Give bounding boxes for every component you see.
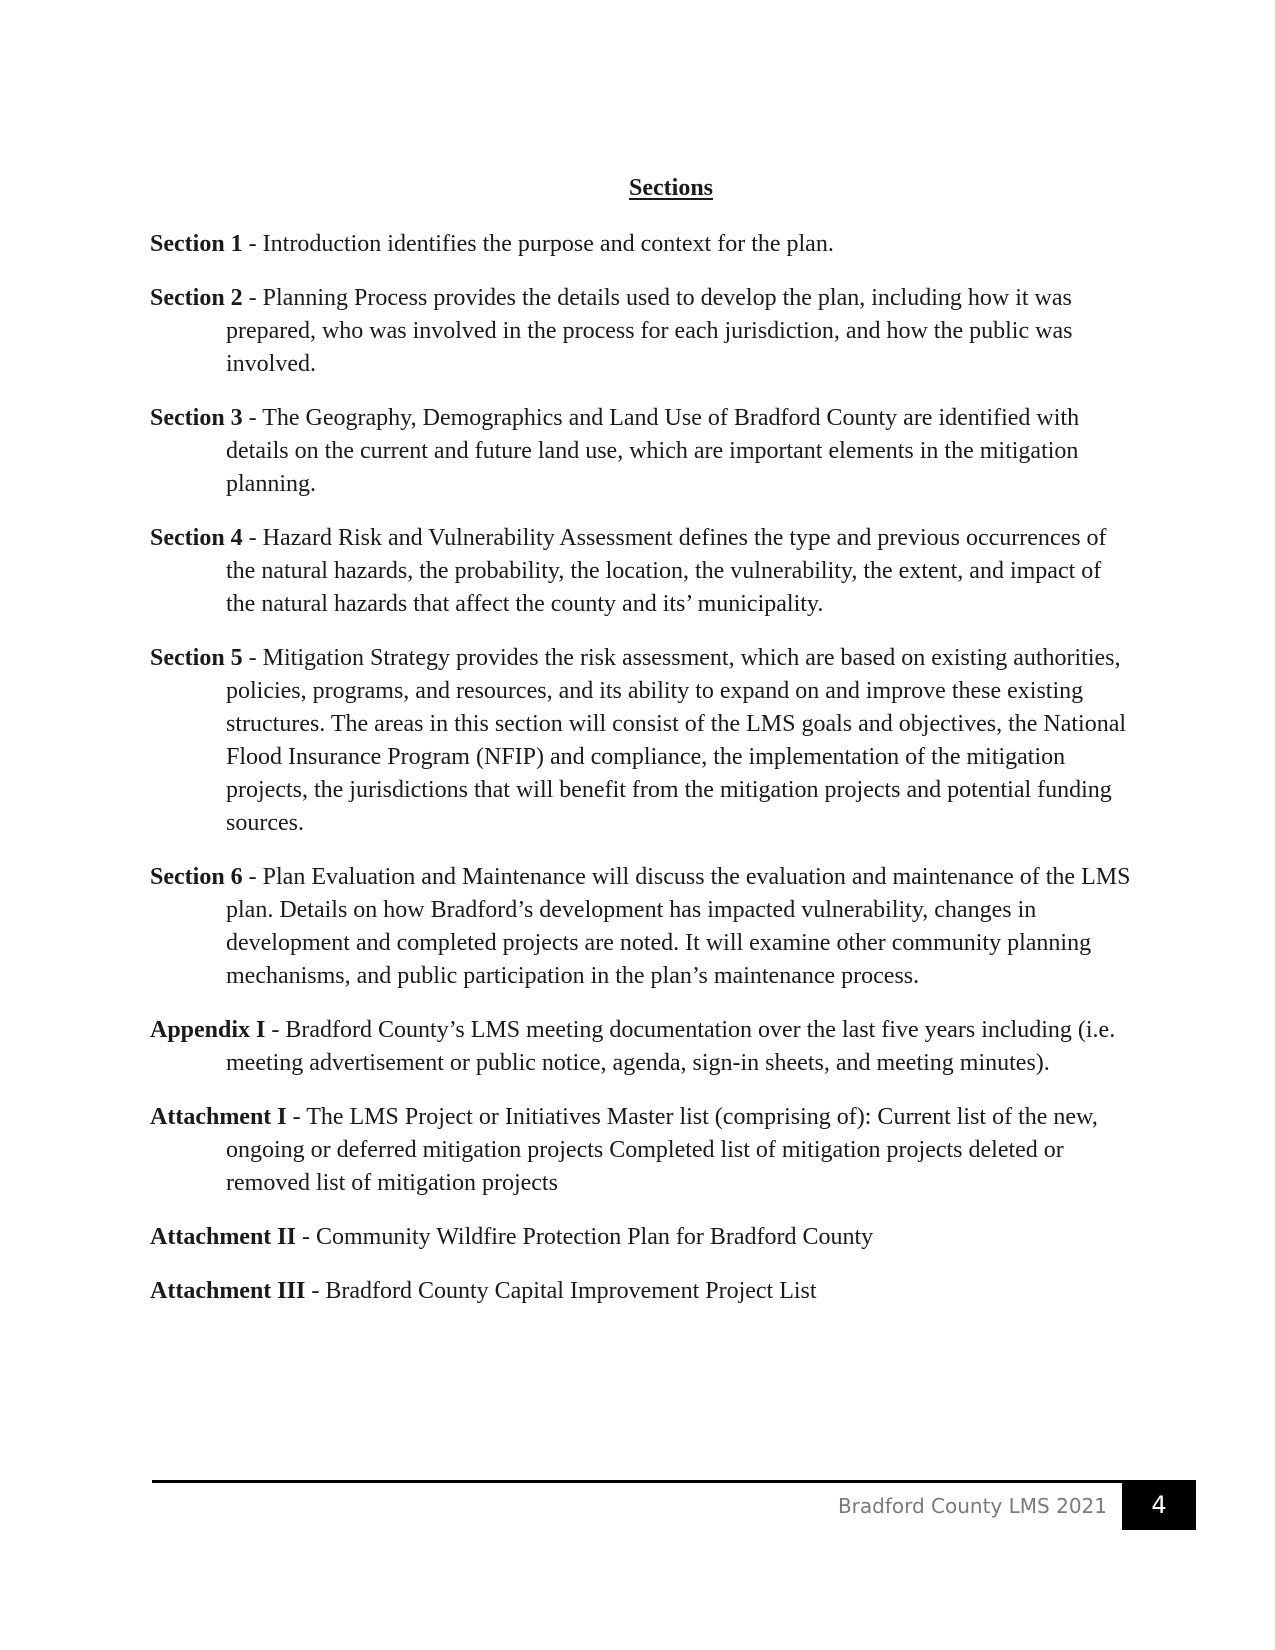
footer-title: Bradford County LMS 2021	[837, 1494, 1107, 1518]
appendix-entry	[150, 1014, 1135, 1080]
entry-label: Attachment II	[150, 1224, 296, 1250]
entry-label: Section 1	[150, 231, 243, 257]
entry-label: Appendix I	[150, 1017, 266, 1043]
entry-text: - Plan Evaluation and Maintenance will discuss the evaluation and maintenance of the LMS plan. Details on how Bradford’s development has impacted vulnerability, changes in development and completed projects are noted. It will examine other community planning mechanisms, and public participation in the plan’s maintenance process.	[226, 864, 1131, 989]
entry-text: - The LMS Project or Initiatives Master list (comprising of): Current list of the new, ongoing or deferred mitigation projects Completed list of mitigation projects deleted or removed list of mitigation projects	[226, 1104, 1098, 1196]
attachment-entry	[150, 1221, 1135, 1254]
attachment-entry	[150, 1275, 1135, 1308]
entry-label: Attachment I	[150, 1104, 287, 1130]
entry-label: Section 3	[150, 405, 243, 431]
entry-text: - Bradford County’s LMS meeting documentation over the last five years including (i.e. meeting advertisement or public notice, agenda, sign-in sheets, and meeting minutes).	[226, 1017, 1116, 1076]
section-entry	[150, 402, 1135, 501]
section-entry	[150, 282, 1135, 381]
section-entry	[150, 642, 1135, 840]
entry-label: Attachment III	[150, 1278, 306, 1304]
footer-divider	[152, 1480, 1147, 1483]
section-entry	[150, 861, 1135, 993]
page-number: 4	[1151, 1491, 1167, 1519]
entry-label: Section 5	[150, 645, 243, 671]
entry-text: - Hazard Risk and Vulnerability Assessment defines the type and previous occurrences of the natural hazards, the probability, the location, the vulnerability, the extent, and impact of the natural hazards that affect the county and its’ municipality.	[226, 525, 1107, 617]
section-entry	[150, 228, 1135, 261]
entry-text: - Mitigation Strategy provides the risk assessment, which are based on existing authorities, policies, programs, and resources, and its ability to expand on and improve these existing structures. The areas in this section will consist of the LMS goals and objectives, the National Flood Insurance Program (NFIP) and compliance, the implementation of the mitigation projects, the jurisdictions that will benefit from the mitigation projects and potential funding sources.	[226, 645, 1127, 836]
entry-text: - Planning Process provides the details used to develop the plan, including how it was prepared, who was involved in the process for each jurisdiction, and how the public was involved.	[226, 285, 1073, 377]
entry-label: Section 2	[150, 285, 243, 311]
entry-label: Section 4	[150, 525, 243, 551]
entry-text: - Bradford County Capital Improvement Project List	[305, 1278, 817, 1304]
entry-text: - Community Wildfire Protection Plan for Bradford County	[295, 1224, 874, 1250]
sections-list	[150, 228, 1135, 1329]
entry-label: Section 6	[150, 864, 243, 890]
page-heading: Sections	[629, 175, 713, 201]
attachment-entry	[150, 1101, 1135, 1200]
section-entry	[150, 522, 1135, 621]
entry-text: - Introduction identifies the purpose and context for the plan.	[242, 231, 834, 257]
entry-text: - The Geography, Demographics and Land Use of Bradford County are identified with details on the current and future land use, which are important elements in the mitigation planning.	[226, 405, 1080, 497]
page-number-badge	[1122, 1480, 1196, 1530]
